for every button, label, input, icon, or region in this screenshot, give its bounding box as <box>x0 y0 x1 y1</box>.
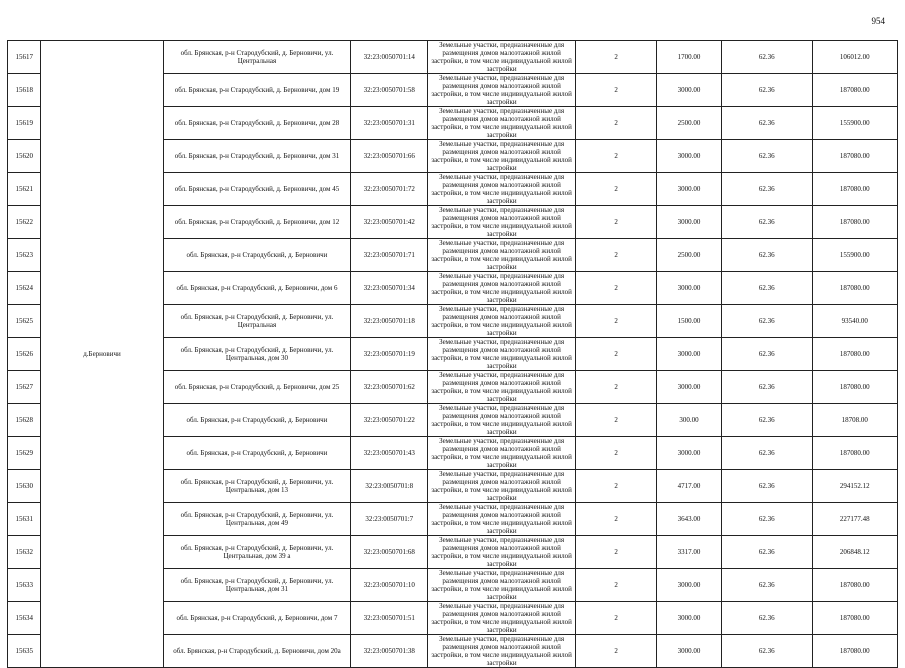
cadastral-number: 32:23:0050701:7 <box>351 503 428 536</box>
cadastral-value-cell: 187080.00 <box>812 338 897 371</box>
address-cell: обл. Брянская, р-н Стародубский, д. Берновичи, ул. Центральная <box>163 41 351 74</box>
cadastral-number: 32:23:0050701:19 <box>351 338 428 371</box>
specific-value-cell: 62.36 <box>721 371 812 404</box>
address-cell: обл. Брянская, р-н Стародубский, д. Берновичи, дом 12 <box>163 206 351 239</box>
category-cell: 2 <box>576 569 657 602</box>
row-number: 15627 <box>8 371 41 404</box>
row-number: 15632 <box>8 536 41 569</box>
row-number: 15625 <box>8 305 41 338</box>
specific-value-cell: 62.36 <box>721 437 812 470</box>
address-cell: обл. Брянская, р-н Стародубский, д. Берновичи, дом 20а <box>163 635 351 668</box>
permitted-use: Земельные участки, предназначенные для размещения домов малоэтажной жилой застройки, в том числе индивидуальной жилой застройки <box>428 41 576 74</box>
address-cell: обл. Брянская, р-н Стародубский, д. Берновичи, ул. Центральная, дом 39 а <box>163 536 351 569</box>
permitted-use: Земельные участки, предназначенные для размещения домов малоэтажной жилой застройки, в том числе индивидуальной жилой застройки <box>428 272 576 305</box>
area-cell: 2500.00 <box>657 107 722 140</box>
row-number: 15624 <box>8 272 41 305</box>
cadastral-value-cell: 187080.00 <box>812 74 897 107</box>
area-cell: 3000.00 <box>657 602 722 635</box>
cadastral-value-cell: 187080.00 <box>812 371 897 404</box>
specific-value-cell: 62.36 <box>721 74 812 107</box>
cadastral-number: 32:23:0050701:43 <box>351 437 428 470</box>
page-number: 954 <box>871 16 885 26</box>
address-cell: обл. Брянская, р-н Стародубский, д. Берновичи <box>163 404 351 437</box>
specific-value-cell: 62.36 <box>721 569 812 602</box>
area-cell: 3317.00 <box>657 536 722 569</box>
address-cell: обл. Брянская, р-н Стародубский, д. Берновичи <box>163 437 351 470</box>
permitted-use: Земельные участки, предназначенные для размещения домов малоэтажной жилой застройки, в том числе индивидуальной жилой застройки <box>428 635 576 668</box>
cadastral-number: 32:23:0050701:34 <box>351 272 428 305</box>
category-cell: 2 <box>576 140 657 173</box>
settlement-cell: д.Берновичи <box>41 41 163 668</box>
address-cell: обл. Брянская, р-н Стародубский, д. Берновичи, дом 31 <box>163 140 351 173</box>
area-cell: 3000.00 <box>657 569 722 602</box>
category-cell: 2 <box>576 470 657 503</box>
area-cell: 3000.00 <box>657 371 722 404</box>
permitted-use: Земельные участки, предназначенные для размещения домов малоэтажной жилой застройки, в том числе индивидуальной жилой застройки <box>428 536 576 569</box>
cadastral-number: 32:23:0050701:51 <box>351 602 428 635</box>
specific-value-cell: 62.36 <box>721 536 812 569</box>
cadastral-value-cell: 187080.00 <box>812 173 897 206</box>
category-cell: 2 <box>576 404 657 437</box>
address-cell: обл. Брянская, р-н Стародубский, д. Берновичи, дом 45 <box>163 173 351 206</box>
cadastral-value-cell: 187080.00 <box>812 140 897 173</box>
address-cell: обл. Брянская, р-н Стародубский, д. Берновичи, дом 25 <box>163 371 351 404</box>
specific-value-cell: 62.36 <box>721 305 812 338</box>
row-number: 15619 <box>8 107 41 140</box>
address-cell: обл. Брянская, р-н Стародубский, д. Берновичи, ул. Центральная, дом 31 <box>163 569 351 602</box>
permitted-use: Земельные участки, предназначенные для размещения домов малоэтажной жилой застройки, в том числе индивидуальной жилой застройки <box>428 206 576 239</box>
area-cell: 2500.00 <box>657 239 722 272</box>
table-body <box>8 41 898 668</box>
category-cell: 2 <box>576 206 657 239</box>
specific-value-cell: 62.36 <box>721 470 812 503</box>
address-cell: обл. Брянская, р-н Стародубский, д. Берновичи <box>163 239 351 272</box>
row-number: 15630 <box>8 470 41 503</box>
cadastral-value-cell: 187080.00 <box>812 569 897 602</box>
permitted-use: Земельные участки, предназначенные для размещения домов малоэтажной жилой застройки, в том числе индивидуальной жилой застройки <box>428 107 576 140</box>
area-cell: 3000.00 <box>657 338 722 371</box>
specific-value-cell: 62.36 <box>721 239 812 272</box>
category-cell: 2 <box>576 41 657 74</box>
area-cell: 3000.00 <box>657 437 722 470</box>
row-number: 15631 <box>8 503 41 536</box>
table-row <box>8 41 898 74</box>
category-cell: 2 <box>576 74 657 107</box>
row-number: 15633 <box>8 569 41 602</box>
cadastral-number: 32:23:0050701:38 <box>351 635 428 668</box>
row-number: 15622 <box>8 206 41 239</box>
cadastral-number: 32:23:0050701:66 <box>351 140 428 173</box>
cadastral-number: 32:23:0050701:31 <box>351 107 428 140</box>
cadastral-value-cell: 187080.00 <box>812 602 897 635</box>
permitted-use: Земельные участки, предназначенные для размещения домов малоэтажной жилой застройки, в том числе индивидуальной жилой застройки <box>428 239 576 272</box>
category-cell: 2 <box>576 173 657 206</box>
row-number: 15620 <box>8 140 41 173</box>
cadastral-number: 32:23:0050701:22 <box>351 404 428 437</box>
area-cell: 3000.00 <box>657 206 722 239</box>
specific-value-cell: 62.36 <box>721 272 812 305</box>
cadastral-value-cell: 187080.00 <box>812 272 897 305</box>
area-cell: 3000.00 <box>657 140 722 173</box>
permitted-use: Земельные участки, предназначенные для размещения домов малоэтажной жилой застройки, в том числе индивидуальной жилой застройки <box>428 602 576 635</box>
cadastral-value-cell: 227177.48 <box>812 503 897 536</box>
specific-value-cell: 62.36 <box>721 602 812 635</box>
specific-value-cell: 62.36 <box>721 206 812 239</box>
area-cell: 300.00 <box>657 404 722 437</box>
cadastral-value-cell: 106012.00 <box>812 41 897 74</box>
cadastral-number: 32:23:0050701:71 <box>351 239 428 272</box>
area-cell: 3643.00 <box>657 503 722 536</box>
row-number: 15634 <box>8 602 41 635</box>
cadastral-number: 32:23:0050701:18 <box>351 305 428 338</box>
row-number: 15629 <box>8 437 41 470</box>
cadastral-number: 32:23:0050701:8 <box>351 470 428 503</box>
permitted-use: Земельные участки, предназначенные для размещения домов малоэтажной жилой застройки, в том числе индивидуальной жилой застройки <box>428 404 576 437</box>
category-cell: 2 <box>576 305 657 338</box>
row-number: 15617 <box>8 41 41 74</box>
cadastral-number: 32:23:0050701:10 <box>351 569 428 602</box>
address-cell: обл. Брянская, р-н Стародубский, д. Берновичи, дом 19 <box>163 74 351 107</box>
cadastral-value-cell: 155900.00 <box>812 239 897 272</box>
cadastral-number: 32:23:0050701:62 <box>351 371 428 404</box>
cadastral-value-cell: 18708.00 <box>812 404 897 437</box>
address-cell: обл. Брянская, р-н Стародубский, д. Берновичи, дом 6 <box>163 272 351 305</box>
cadastral-number: 32:23:0050701:72 <box>351 173 428 206</box>
area-cell: 3000.00 <box>657 74 722 107</box>
row-number: 15621 <box>8 173 41 206</box>
area-cell: 3000.00 <box>657 635 722 668</box>
category-cell: 2 <box>576 107 657 140</box>
category-cell: 2 <box>576 503 657 536</box>
specific-value-cell: 62.36 <box>721 338 812 371</box>
area-cell: 1700.00 <box>657 41 722 74</box>
row-number: 15626 <box>8 338 41 371</box>
address-cell: обл. Брянская, р-н Стародубский, д. Берновичи, ул. Центральная <box>163 305 351 338</box>
area-cell: 1500.00 <box>657 305 722 338</box>
specific-value-cell: 62.36 <box>721 41 812 74</box>
permitted-use: Земельные участки, предназначенные для размещения домов малоэтажной жилой застройки, в том числе индивидуальной жилой застройки <box>428 338 576 371</box>
address-cell: обл. Брянская, р-н Стародубский, д. Берновичи, дом 28 <box>163 107 351 140</box>
permitted-use: Земельные участки, предназначенные для размещения домов малоэтажной жилой застройки, в том числе индивидуальной жилой застройки <box>428 140 576 173</box>
permitted-use: Земельные участки, предназначенные для размещения домов малоэтажной жилой застройки, в том числе индивидуальной жилой застройки <box>428 173 576 206</box>
row-number: 15623 <box>8 239 41 272</box>
permitted-use: Земельные участки, предназначенные для размещения домов малоэтажной жилой застройки, в том числе индивидуальной жилой застройки <box>428 74 576 107</box>
cadastral-value-cell: 294152.12 <box>812 470 897 503</box>
address-cell: обл. Брянская, р-н Стародубский, д. Берновичи, ул. Центральная, дом 13 <box>163 470 351 503</box>
area-cell: 4717.00 <box>657 470 722 503</box>
row-number: 15635 <box>8 635 41 668</box>
permitted-use: Земельные участки, предназначенные для размещения домов малоэтажной жилой застройки, в том числе индивидуальной жилой застройки <box>428 503 576 536</box>
category-cell: 2 <box>576 371 657 404</box>
cadastral-number: 32:23:0050701:42 <box>351 206 428 239</box>
permitted-use: Земельные участки, предназначенные для размещения домов малоэтажной жилой застройки, в том числе индивидуальной жилой застройки <box>428 437 576 470</box>
area-cell: 3000.00 <box>657 272 722 305</box>
category-cell: 2 <box>576 635 657 668</box>
cadastral-number: 32:23:0050701:14 <box>351 41 428 74</box>
cadastral-number: 32:23:0050701:58 <box>351 74 428 107</box>
cadastral-value-cell: 187080.00 <box>812 206 897 239</box>
area-cell: 3000.00 <box>657 173 722 206</box>
row-number: 15628 <box>8 404 41 437</box>
specific-value-cell: 62.36 <box>721 503 812 536</box>
specific-value-cell: 62.36 <box>721 404 812 437</box>
address-cell: обл. Брянская, р-н Стародубский, д. Берновичи, дом 7 <box>163 602 351 635</box>
row-number: 15618 <box>8 74 41 107</box>
land-registry-table <box>7 40 898 668</box>
permitted-use: Земельные участки, предназначенные для размещения домов малоэтажной жилой застройки, в том числе индивидуальной жилой застройки <box>428 569 576 602</box>
cadastral-value-cell: 155900.00 <box>812 107 897 140</box>
cadastral-value-cell: 187080.00 <box>812 437 897 470</box>
category-cell: 2 <box>576 602 657 635</box>
address-cell: обл. Брянская, р-н Стародубский, д. Берновичи, ул. Центральная, дом 30 <box>163 338 351 371</box>
category-cell: 2 <box>576 437 657 470</box>
category-cell: 2 <box>576 239 657 272</box>
permitted-use: Земельные участки, предназначенные для размещения домов малоэтажной жилой застройки, в том числе индивидуальной жилой застройки <box>428 371 576 404</box>
category-cell: 2 <box>576 272 657 305</box>
cadastral-value-cell: 187080.00 <box>812 635 897 668</box>
address-cell: обл. Брянская, р-н Стародубский, д. Берновичи, ул. Центральная, дом 49 <box>163 503 351 536</box>
cadastral-value-cell: 93540.00 <box>812 305 897 338</box>
category-cell: 2 <box>576 338 657 371</box>
specific-value-cell: 62.36 <box>721 635 812 668</box>
permitted-use: Земельные участки, предназначенные для размещения домов малоэтажной жилой застройки, в том числе индивидуальной жилой застройки <box>428 470 576 503</box>
specific-value-cell: 62.36 <box>721 107 812 140</box>
permitted-use: Земельные участки, предназначенные для размещения домов малоэтажной жилой застройки, в том числе индивидуальной жилой застройки <box>428 305 576 338</box>
cadastral-value-cell: 206848.12 <box>812 536 897 569</box>
specific-value-cell: 62.36 <box>721 140 812 173</box>
category-cell: 2 <box>576 536 657 569</box>
specific-value-cell: 62.36 <box>721 173 812 206</box>
cadastral-number: 32:23:0050701:68 <box>351 536 428 569</box>
